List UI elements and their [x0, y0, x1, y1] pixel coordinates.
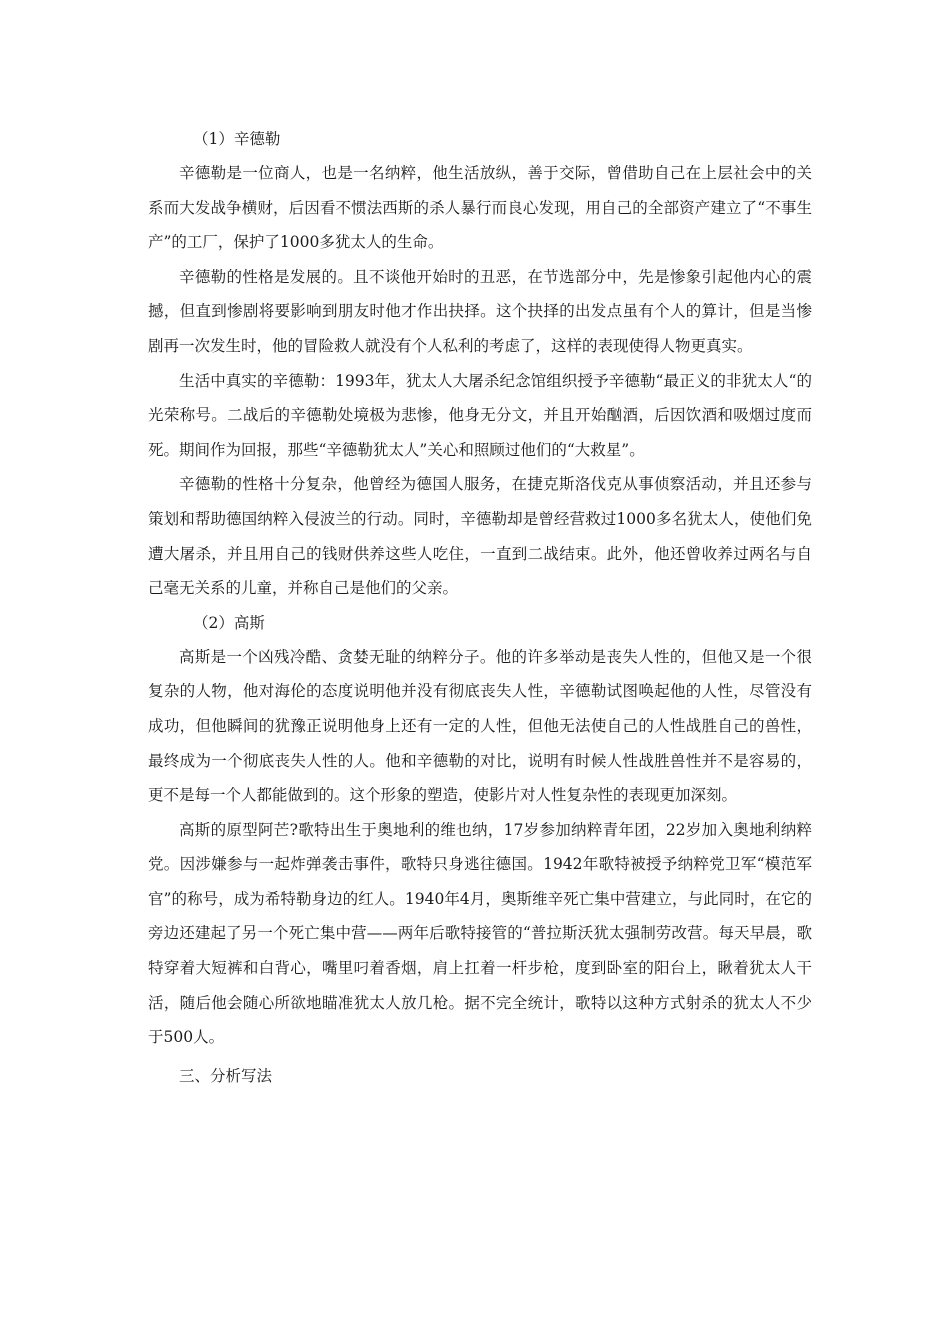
subheading-schindler: （1）辛德勒 — [193, 130, 281, 148]
paragraph: 生活中真实的辛德勒：1993年，犹太人大屠杀纪念馆组织授予辛德勒“最正义的非犹太人“的光荣称号。二战后的辛德勒处境极为悲惨，他身无分文，并且开始酗酒，后因饮酒和吸烟过度而死。期间作为回报，那些“辛德勒犹太人”关心和照顾过他们的“大救星”。 — [148, 371, 812, 459]
paragraph: 辛德勒是一位商人，也是一名纳粹，他生活放纵，善于交际，曾借助自己在上层社会中的关系而大发战争横财，后因看不惯法西斯的杀人暴行而良心发现，用自己的全部资产建立了“不事生产”的工厂，保护了1000多犹太人的生命。 — [148, 164, 812, 252]
document-page — [148, 122, 812, 1093]
subheading-goeth: （2）高斯 — [193, 613, 265, 632]
paragraph: 高斯是一个凶残冷酷、贪婪无耻的纳粹分子。他的许多举动是丧失人性的，但他又是一个很复杂的人物，他对海伦的态度说明他并没有彻底丧失人性，辛德勒试图唤起他的人性，尽管没有成功，但他瞬间的犹豫正说明他身上还有一定的人性，但他无法使自己的人性战胜自己的兽性，最终成为一个彻底丧失人性的人。他和辛德勒的对比，说明有时候人性战胜兽性并不是容易的，更不是每一个人都能做到的。这个形象的塑造，使影片对人性复杂性的表现更加深刻。 — [148, 647, 812, 805]
paragraph: 辛德勒的性格十分复杂，他曾经为德国人服务，在捷克斯洛伐克从事侦察活动，并且还参与策划和帮助德国纳粹入侵波兰的行动。同时，辛德勒却是曾经营救过1000多名犹太人，使他们免遭大屠杀，并且用自己的钱财供养这些人吃住，一直到二战结束。此外，他还曾收养过两名与自己毫无关系的儿童，并称自己是他们的父亲。 — [148, 475, 812, 598]
paragraph: 辛德勒的性格是发展的。且不谈他开始时的丑恶，在节选部分中，先是惨象引起他内心的震撼，但直到惨剧将要影响到朋友时他才作出抉择。这个抉择的出发点虽有个人的算计，但是当惨剧再一次发生时，他的冒险救人就没有个人私利的考虑了，这样的表现使得人物更真实。 — [148, 267, 812, 355]
paragraph: 高斯的原型阿芒?歌特出生于奥地利的维也纳，17岁参加纳粹青年团，22岁加入奥地利纳粹党。因涉嫌参与一起炸弹袭击事件，歌特只身逃往德国。1942年歌特被授予纳粹党卫军“模范军官”的称号，成为希特勒身边的红人。1940年4月，奥斯维辛死亡集中营建立，与此同时，在它的旁边还建起了另一个死亡集中营——两年后歌特接管的“普拉斯沃犹太强制劳改营。每天早晨，歌特穿着大短裤和白背心，嘴里叼着香烟，肩上扛着一杆步枪，度到卧室的阳台上，瞅着犹太人干活，随后他会随心所欲地瞄准犹太人放几枪。据不完全统计，歌特以这种方式射杀的犹太人不少于500人。 — [148, 820, 812, 1047]
section-heading-writing-analysis: 三、分析写法 — [179, 1066, 273, 1085]
